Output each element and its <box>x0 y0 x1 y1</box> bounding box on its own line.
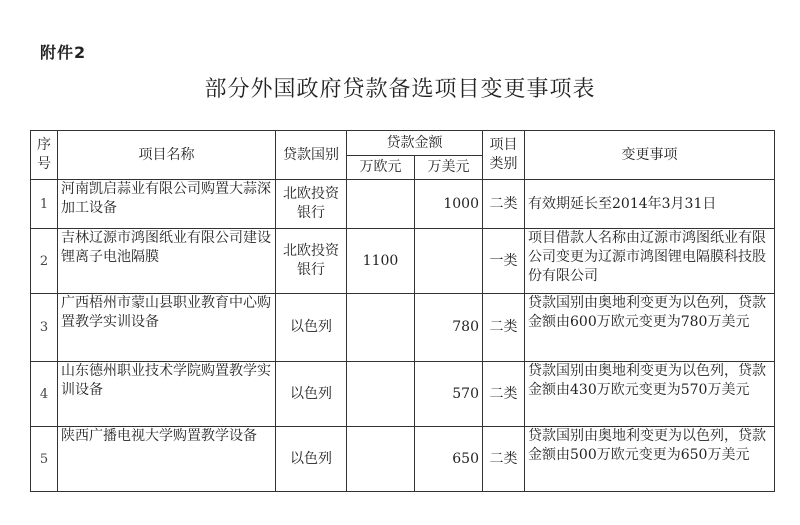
row-usd-amount: 570 <box>415 362 483 427</box>
row-no: 3 <box>31 294 58 362</box>
row-loan-country: 北欧投资银行 <box>276 180 347 229</box>
row-no: 5 <box>31 427 58 492</box>
row-eur-amount <box>347 427 415 492</box>
row-loan-country: 以色列 <box>276 294 347 362</box>
table-header-row <box>31 131 775 156</box>
row-eur-amount <box>347 294 415 362</box>
row-eur-amount <box>347 180 415 229</box>
row-category: 二类 <box>483 180 525 229</box>
col-usd-header: 万美元 <box>415 156 483 180</box>
row-project-name: 河南凯启蒜业有限公司购置大蒜深加工设备 <box>58 180 276 229</box>
row-no: 1 <box>31 180 58 229</box>
table-row <box>31 229 775 294</box>
row-no: 4 <box>31 362 58 427</box>
col-eur-header: 万欧元 <box>347 156 415 180</box>
row-change: 贷款国别由奥地利变更为以色列，贷款金额由430万欧元变更为570万美元 <box>525 362 775 427</box>
row-category: 二类 <box>483 362 525 427</box>
row-change: 有效期延长至2014年3月31日 <box>525 180 775 229</box>
table-row <box>31 180 775 229</box>
row-category: 二类 <box>483 294 525 362</box>
row-loan-country: 以色列 <box>276 362 347 427</box>
row-eur-amount <box>347 362 415 427</box>
change-items-table <box>30 130 775 492</box>
row-change: 贷款国别由奥地利变更为以色列，贷款金额由500万欧元变更为650万美元 <box>525 427 775 492</box>
row-eur-amount: 1100 <box>347 229 415 294</box>
attachment-label: 附件2 <box>40 43 87 62</box>
col-loan-amount-header: 贷款金额 <box>347 131 483 156</box>
col-project-name-header: 项目名称 <box>58 131 276 180</box>
row-no: 2 <box>31 229 58 294</box>
row-project-name: 广西梧州市蒙山县职业教育中心购置教学实训设备 <box>58 294 276 362</box>
col-seq-header: 序号 <box>31 131 58 180</box>
page-title: 部分外国政府贷款备选项目变更事项表 <box>204 77 596 102</box>
row-project-name: 山东德州职业技术学院购置教学实训设备 <box>58 362 276 427</box>
row-change: 贷款国别由奥地利变更为以色列，贷款金额由600万欧元变更为780万美元 <box>525 294 775 362</box>
col-loan-country-header: 贷款国别 <box>276 131 347 180</box>
row-usd-amount: 780 <box>415 294 483 362</box>
table-row <box>31 427 775 492</box>
row-category: 二类 <box>483 427 525 492</box>
row-usd-amount <box>415 229 483 294</box>
row-project-name: 陕西广播电视大学购置教学设备 <box>58 427 276 492</box>
table-row <box>31 294 775 362</box>
col-category-header: 项目类别 <box>483 131 525 180</box>
row-project-name: 吉林辽源市鸿图纸业有限公司建设锂离子电池隔膜 <box>58 229 276 294</box>
col-change-header: 变更事项 <box>525 131 775 180</box>
row-usd-amount: 650 <box>415 427 483 492</box>
row-loan-country: 北欧投资银行 <box>276 229 347 294</box>
row-loan-country: 以色列 <box>276 427 347 492</box>
table-row <box>31 362 775 427</box>
row-change: 项目借款人名称由辽源市鸿图纸业有限公司变更为辽源市鸿图锂电隔膜科技股份有限公司 <box>525 229 775 294</box>
row-category: 一类 <box>483 229 525 294</box>
row-usd-amount: 1000 <box>415 180 483 229</box>
